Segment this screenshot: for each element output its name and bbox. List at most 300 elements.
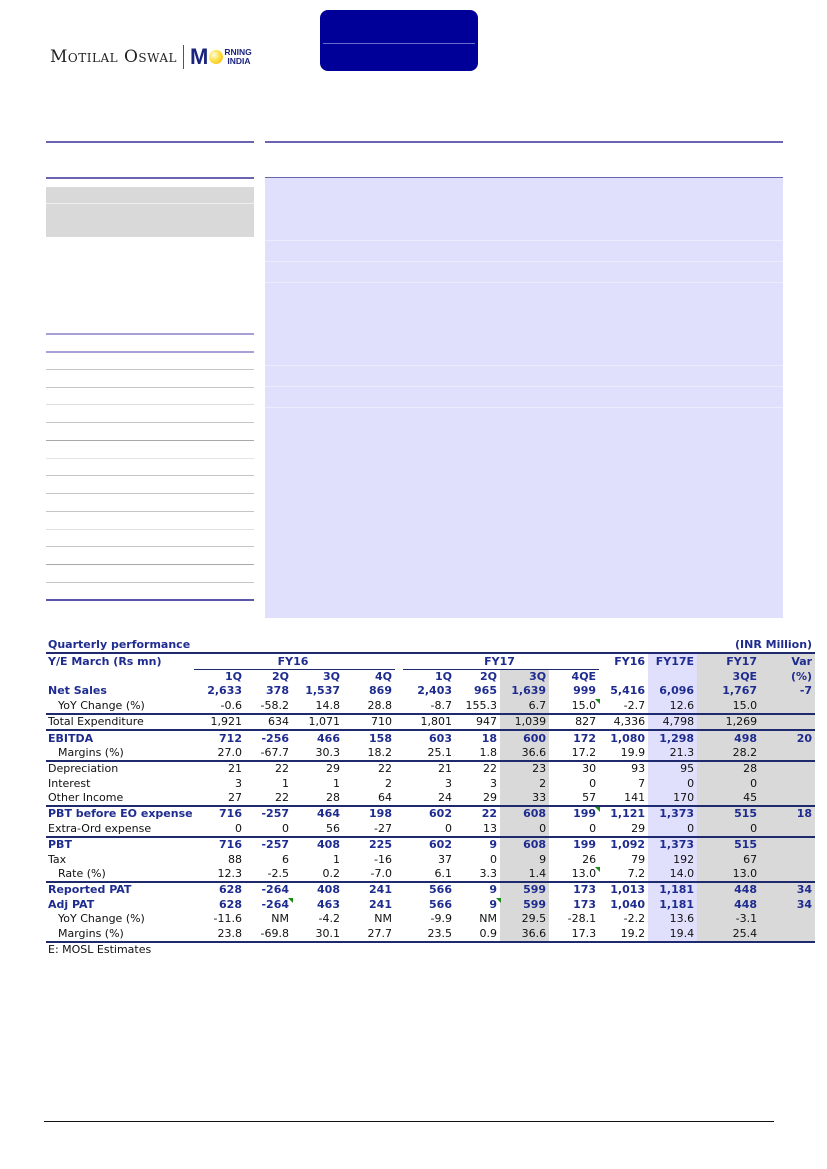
table-cell: -2.7 bbox=[623, 698, 646, 712]
table-cell: 463 bbox=[317, 897, 340, 911]
subheader-cell: 2Q bbox=[271, 669, 289, 683]
table-cell: 602 bbox=[403, 837, 455, 852]
table-cell: 88 bbox=[228, 852, 242, 866]
table-cell: 17.2 bbox=[571, 745, 597, 759]
table-cell: 27.7 bbox=[343, 926, 395, 941]
table-cell: 1,039 bbox=[500, 714, 549, 730]
table-cell: 13.6 bbox=[648, 912, 697, 926]
table-cell: 716 bbox=[194, 806, 245, 821]
group-gap bbox=[395, 852, 403, 866]
table-cell: 1,181 bbox=[648, 898, 697, 912]
table-cell: 566 bbox=[403, 882, 455, 897]
table-cell: 28 bbox=[697, 761, 760, 776]
table-cell: 1,013 bbox=[599, 882, 648, 897]
left-info-divider bbox=[46, 203, 254, 204]
table-cell: 27 bbox=[228, 791, 242, 805]
stock-info-rule-bottom bbox=[46, 599, 254, 601]
group-gap bbox=[395, 898, 403, 912]
table-cell: 57 bbox=[582, 791, 597, 805]
table-cell: 965 bbox=[474, 684, 497, 698]
table-cell: 827 bbox=[549, 714, 599, 730]
table-cell: 628 bbox=[194, 882, 245, 897]
col-header-fy16-annual: FY16 bbox=[599, 653, 648, 669]
table-cell: 869 bbox=[369, 684, 392, 698]
table-title: Quarterly performance bbox=[48, 638, 191, 652]
table-cell: 6.1 bbox=[434, 867, 452, 881]
table-cell bbox=[760, 852, 815, 866]
table-cell: 29 bbox=[631, 821, 646, 835]
table-cell: 1,269 bbox=[697, 714, 760, 730]
table-cell: 4,336 bbox=[599, 714, 648, 730]
table-cell: 1,537 bbox=[305, 684, 340, 698]
table-cell: 18.2 bbox=[367, 745, 392, 759]
table-cell: -2.2 bbox=[623, 912, 646, 926]
subheader-cell: (%) bbox=[760, 669, 815, 684]
table-cell bbox=[760, 837, 815, 852]
table-cell: 95 bbox=[648, 761, 697, 776]
table-cell: 1,080 bbox=[599, 730, 648, 745]
table-cell: 712 bbox=[194, 730, 245, 745]
table-cell: -11.6 bbox=[213, 912, 242, 926]
table-row bbox=[46, 806, 815, 821]
table-cell: 3 bbox=[490, 776, 497, 790]
row-label: YoY Change (%) bbox=[58, 698, 145, 712]
subheader-cell: 2Q bbox=[479, 669, 497, 683]
table-cell: 1,373 bbox=[648, 806, 697, 821]
table-cell: 28 bbox=[326, 791, 340, 805]
table-cell: 22 bbox=[343, 761, 395, 776]
table-cell: 9 bbox=[500, 852, 549, 866]
motilal-oswal-logo bbox=[50, 44, 252, 70]
stock-info-rule bbox=[46, 529, 254, 530]
table-cell: 29.5 bbox=[500, 912, 549, 926]
table-cell: 602 bbox=[403, 806, 455, 821]
summary-divider bbox=[265, 386, 783, 387]
table-cell: 0 bbox=[490, 852, 497, 866]
table-cell: 999 bbox=[573, 684, 597, 698]
table-cell bbox=[760, 867, 815, 882]
banner-divider bbox=[323, 43, 475, 44]
table-cell: 21 bbox=[194, 761, 245, 776]
table-cell: 23 bbox=[500, 761, 549, 776]
stock-info-rule bbox=[46, 351, 254, 353]
row-label: PBT bbox=[46, 837, 194, 852]
table-cell: 1,298 bbox=[648, 730, 697, 745]
table-cell: 3.3 bbox=[479, 867, 497, 881]
table-cell: 27.0 bbox=[217, 745, 242, 759]
table-cell: 198 bbox=[343, 806, 395, 821]
table-cell: 1,092 bbox=[599, 837, 648, 852]
group-gap bbox=[395, 684, 403, 698]
table-cell: 515 bbox=[697, 806, 760, 821]
table-cell: 30.3 bbox=[315, 745, 340, 759]
table-cell: 155.3 bbox=[465, 698, 497, 712]
table-cell: 0 bbox=[697, 822, 760, 837]
table-cell: 18 bbox=[455, 730, 500, 745]
table-row bbox=[46, 791, 815, 806]
table-row bbox=[46, 926, 815, 941]
table-cell: 14.8 bbox=[315, 698, 340, 712]
table-cell bbox=[760, 912, 815, 926]
morning-india-initial: M bbox=[190, 44, 209, 69]
table-row bbox=[46, 852, 815, 866]
table-cell: -264 bbox=[245, 898, 292, 912]
table-cell: 28.2 bbox=[697, 746, 760, 761]
table-cell: 378 bbox=[266, 684, 289, 698]
left-header-rule-bottom bbox=[46, 177, 254, 179]
table-cell: -257 bbox=[245, 837, 292, 852]
row-label: Interest bbox=[48, 776, 91, 790]
stock-info-rule bbox=[46, 493, 254, 494]
table-cell: 1.4 bbox=[500, 867, 549, 882]
table-cell: 6 bbox=[282, 852, 289, 866]
group-gap bbox=[395, 926, 403, 941]
table-header-row bbox=[46, 653, 815, 669]
table-cell: 21 bbox=[403, 761, 455, 776]
table-cell: 1,121 bbox=[599, 806, 648, 821]
table-cell: 9 bbox=[455, 837, 500, 852]
table-row bbox=[46, 777, 815, 791]
table-cell: 608 bbox=[500, 837, 549, 852]
logo-divider bbox=[183, 45, 184, 69]
left-info-box bbox=[46, 187, 254, 237]
subheader-cell: 1Q bbox=[434, 669, 452, 683]
table-cell: 20 bbox=[760, 730, 815, 745]
table-cell: 173 bbox=[549, 882, 599, 897]
table-cell: 0 bbox=[589, 776, 597, 790]
table-cell: 25.4 bbox=[697, 926, 760, 941]
table-cell: 1,639 bbox=[500, 684, 549, 698]
table-cell: 22 bbox=[245, 761, 292, 776]
table-cell: 67 bbox=[697, 852, 760, 866]
table-cell: 599 bbox=[500, 898, 549, 912]
table-cell: 199 bbox=[549, 837, 599, 852]
table-cell: 23.5 bbox=[403, 926, 455, 941]
table-cell: 6.7 bbox=[500, 699, 549, 714]
summary-divider bbox=[265, 261, 783, 262]
right-header-rule-top bbox=[265, 141, 783, 143]
group-gap bbox=[395, 912, 403, 926]
subheader-cell: 4Q bbox=[374, 669, 392, 683]
report-banner bbox=[320, 10, 478, 71]
row-label: YoY Change (%) bbox=[58, 912, 145, 926]
group-gap bbox=[395, 669, 403, 684]
table-cell: 241 bbox=[369, 897, 392, 911]
table-cell: 498 bbox=[697, 730, 760, 745]
group-gap bbox=[395, 653, 403, 669]
table-cell: 158 bbox=[343, 730, 395, 745]
stock-info-rule bbox=[46, 458, 254, 459]
table-cell: 1.8 bbox=[479, 745, 497, 759]
table-cell: -2.5 bbox=[267, 867, 289, 881]
stock-info-rule bbox=[46, 369, 254, 370]
table-row bbox=[46, 912, 815, 926]
table-cell: 170 bbox=[648, 791, 697, 806]
table-cell: 9 bbox=[455, 898, 500, 912]
table-cell: 1,071 bbox=[292, 714, 343, 730]
table-cell: 192 bbox=[648, 852, 697, 866]
table-cell bbox=[760, 926, 815, 941]
table-cell: 79 bbox=[631, 852, 646, 866]
group-gap bbox=[395, 714, 403, 730]
table-cell: 173 bbox=[573, 897, 597, 911]
table-cell: 28.8 bbox=[367, 698, 392, 712]
table-cell: 0.2 bbox=[322, 867, 340, 881]
table-cell: 2,633 bbox=[207, 684, 242, 698]
table-cell: 1 bbox=[333, 852, 340, 866]
table-cell: 225 bbox=[343, 837, 395, 852]
row-label: Adj PAT bbox=[48, 897, 95, 911]
table-row bbox=[46, 699, 815, 714]
table-cell: 36.6 bbox=[500, 926, 549, 941]
table-cell: 1 bbox=[333, 776, 340, 790]
subheader-blank bbox=[46, 669, 194, 684]
table-cell: 1,801 bbox=[403, 714, 455, 730]
table-cell: 19.2 bbox=[599, 926, 648, 941]
table-cell: 6,096 bbox=[648, 684, 697, 698]
table-cell: 24 bbox=[438, 791, 452, 805]
table-cell: 14.0 bbox=[648, 867, 697, 882]
col-header-var: Var bbox=[760, 653, 815, 669]
table-cell: -257 bbox=[245, 806, 292, 821]
table-cell: -67.7 bbox=[260, 745, 289, 759]
morning-india-wordmark bbox=[224, 48, 251, 66]
table-subheader-row bbox=[46, 669, 815, 684]
group-gap bbox=[395, 746, 403, 761]
sun-icon bbox=[209, 50, 223, 64]
table-cell: 22 bbox=[455, 761, 500, 776]
table-cell: 17.3 bbox=[549, 926, 599, 941]
summary-divider bbox=[265, 240, 783, 241]
table-cell: NM bbox=[271, 912, 289, 926]
table-cell: 34 bbox=[760, 882, 815, 897]
group-gap bbox=[395, 777, 403, 791]
table-cell: -9.9 bbox=[430, 912, 452, 926]
table-unit: (INR Million) bbox=[735, 638, 813, 652]
table-cell: 599 bbox=[500, 882, 549, 897]
table-cell: 13 bbox=[483, 821, 497, 835]
subheader-cell bbox=[648, 669, 697, 684]
brand-name: Motilal Oswal bbox=[50, 47, 178, 67]
table-cell: 2,403 bbox=[417, 684, 452, 698]
row-header-label: Y/E March (Rs mn) bbox=[46, 653, 194, 669]
stock-info-rule bbox=[46, 404, 254, 405]
table-cell: 34 bbox=[760, 898, 815, 912]
table-cell: 7.2 bbox=[627, 867, 646, 881]
group-gap bbox=[395, 867, 403, 882]
subheader-cell: 1Q bbox=[224, 669, 242, 683]
table-cell: 9 bbox=[455, 882, 500, 897]
table-cell: 33 bbox=[500, 791, 549, 806]
table-cell: 5,416 bbox=[610, 684, 646, 698]
table-cell: -4.2 bbox=[318, 912, 340, 926]
table-cell: 19.9 bbox=[620, 745, 646, 759]
table-cell: -8.7 bbox=[430, 698, 452, 712]
table-cell: 29 bbox=[483, 791, 497, 805]
table-cell: -3.1 bbox=[697, 912, 760, 926]
table-cell: -0.6 bbox=[220, 698, 242, 712]
table-cell: 515 bbox=[697, 837, 760, 852]
table-cell bbox=[760, 699, 815, 714]
group-gap bbox=[395, 822, 403, 837]
table-title-row bbox=[46, 638, 815, 653]
table-cell: 0.9 bbox=[455, 926, 500, 941]
table-cell: 141 bbox=[624, 791, 646, 805]
wordmark-line-2: INDIA bbox=[227, 56, 251, 66]
subheader-cell bbox=[599, 669, 648, 684]
table-cell: 600 bbox=[500, 730, 549, 745]
table-cell: 716 bbox=[194, 837, 245, 852]
row-label: Margins (%) bbox=[46, 926, 194, 941]
table-footnote: E: MOSL Estimates bbox=[48, 942, 152, 956]
table-cell: 7 bbox=[638, 776, 646, 790]
stock-info-rule bbox=[46, 546, 254, 547]
table-cell: 64 bbox=[378, 791, 392, 805]
table-cell: 3 bbox=[445, 776, 452, 790]
table-cell: 0 bbox=[445, 821, 452, 835]
row-label: Tax bbox=[48, 852, 67, 866]
table-cell: 1,181 bbox=[648, 882, 697, 897]
table-row bbox=[46, 837, 815, 852]
summary-divider bbox=[265, 407, 783, 408]
table-cell: 628 bbox=[219, 897, 242, 911]
table-cell bbox=[760, 822, 815, 837]
table-cell: 56 bbox=[326, 821, 340, 835]
table-row bbox=[46, 730, 815, 745]
row-label: Reported PAT bbox=[46, 882, 194, 897]
table-cell: 1,040 bbox=[610, 897, 646, 911]
table-cell: 0 bbox=[235, 821, 242, 835]
wordmark-line-1: RNING bbox=[224, 47, 252, 57]
table-cell: 12.6 bbox=[648, 699, 697, 714]
table-cell: 466 bbox=[292, 730, 343, 745]
stock-info-rule bbox=[46, 333, 254, 335]
table-cell: NM bbox=[479, 912, 497, 926]
table-cell: 26 bbox=[582, 852, 597, 866]
stock-info-rule bbox=[46, 475, 254, 476]
table-cell: -27 bbox=[374, 821, 392, 835]
table-row bbox=[46, 684, 815, 698]
table-cell: 12.3 bbox=[217, 867, 242, 881]
table-cell: 13.0 bbox=[549, 867, 599, 882]
table-cell: 0 bbox=[589, 821, 597, 835]
table-cell: 3 bbox=[235, 776, 242, 790]
row-label: EBITDA bbox=[46, 730, 194, 745]
table-cell: 608 bbox=[500, 806, 549, 821]
summary-panel bbox=[265, 178, 783, 618]
stock-info-rule bbox=[46, 422, 254, 423]
table-cell: 603 bbox=[403, 730, 455, 745]
summary-divider bbox=[265, 365, 783, 366]
table-cell: -7 bbox=[760, 684, 815, 698]
group-gap bbox=[395, 699, 403, 714]
table-cell: -16 bbox=[374, 852, 392, 866]
col-header-fy17e-annual: FY17E bbox=[648, 653, 697, 669]
subheader-cell: 3QE bbox=[697, 669, 760, 684]
table-cell: 2 bbox=[500, 777, 549, 791]
row-label: Rate (%) bbox=[58, 867, 106, 881]
group-header-fy16: FY16 bbox=[194, 653, 395, 669]
row-label: Other Income bbox=[48, 791, 124, 805]
table-cell: 408 bbox=[292, 837, 343, 852]
table-cell: 45 bbox=[697, 791, 760, 806]
stock-info-rule bbox=[46, 564, 254, 565]
table-cell: 566 bbox=[429, 897, 452, 911]
table-cell: 241 bbox=[343, 882, 395, 897]
table-cell: 30 bbox=[549, 761, 599, 776]
group-gap bbox=[395, 730, 403, 745]
table-row bbox=[46, 761, 815, 776]
col-header-fy17-quarter: FY17 bbox=[697, 653, 760, 669]
table-cell: 634 bbox=[245, 714, 292, 730]
table-cell: 19.4 bbox=[648, 926, 697, 941]
stock-info-rule bbox=[46, 582, 254, 583]
table-cell bbox=[760, 777, 815, 791]
table-cell: 23.8 bbox=[194, 926, 245, 941]
table-cell: 15.0 bbox=[549, 699, 599, 714]
row-label: Margins (%) bbox=[58, 745, 124, 759]
group-gap bbox=[395, 791, 403, 806]
table-cell: 0 bbox=[500, 822, 549, 837]
row-label: Extra-Ord expense bbox=[48, 821, 152, 835]
left-header-rule-top bbox=[46, 141, 254, 143]
row-label: Total Expenditure bbox=[46, 714, 194, 730]
subheader-cell: 3Q bbox=[322, 669, 340, 683]
table-cell: 0 bbox=[648, 822, 697, 837]
table-cell: 30.1 bbox=[292, 926, 343, 941]
table-cell bbox=[760, 791, 815, 806]
table-cell: 18 bbox=[760, 806, 815, 821]
table-cell: 448 bbox=[697, 882, 760, 897]
table-cell bbox=[760, 746, 815, 761]
table-row bbox=[46, 822, 815, 837]
table-row bbox=[46, 898, 815, 912]
table-cell: 13.0 bbox=[697, 867, 760, 882]
stock-info-rule bbox=[46, 511, 254, 512]
table-row bbox=[46, 714, 815, 730]
table-cell: 1 bbox=[282, 776, 289, 790]
table-cell: 0 bbox=[697, 777, 760, 791]
table-cell: -28.1 bbox=[567, 912, 597, 926]
table-cell: 29 bbox=[292, 761, 343, 776]
table-cell: -58.2 bbox=[260, 698, 289, 712]
table-row bbox=[46, 882, 815, 897]
table-cell: 0 bbox=[282, 821, 289, 835]
group-header-fy17: FY17 bbox=[403, 653, 599, 669]
table-cell: 710 bbox=[343, 714, 395, 730]
table-cell: 25.1 bbox=[427, 745, 452, 759]
row-label: PBT before EO expense bbox=[48, 807, 193, 821]
table-cell: NM bbox=[374, 912, 392, 926]
group-gap bbox=[395, 882, 403, 897]
row-label: Depreciation bbox=[46, 761, 194, 776]
group-gap bbox=[395, 761, 403, 776]
table-cell: 37 bbox=[438, 852, 452, 866]
page-footer-rule bbox=[44, 1121, 774, 1122]
subheader-cell: 4QE bbox=[571, 669, 597, 683]
table-cell bbox=[760, 714, 815, 730]
table-cell: -69.8 bbox=[245, 926, 292, 941]
table-cell: -264 bbox=[245, 882, 292, 897]
table-cell bbox=[760, 761, 815, 776]
table-cell: 2 bbox=[385, 776, 392, 790]
table-cell: 21.3 bbox=[648, 746, 697, 761]
table-cell: 408 bbox=[292, 882, 343, 897]
table-cell: 36.6 bbox=[500, 746, 549, 761]
table-cell: -256 bbox=[245, 730, 292, 745]
table-cell: 1,373 bbox=[648, 837, 697, 852]
table-cell: 1,767 bbox=[697, 684, 760, 698]
